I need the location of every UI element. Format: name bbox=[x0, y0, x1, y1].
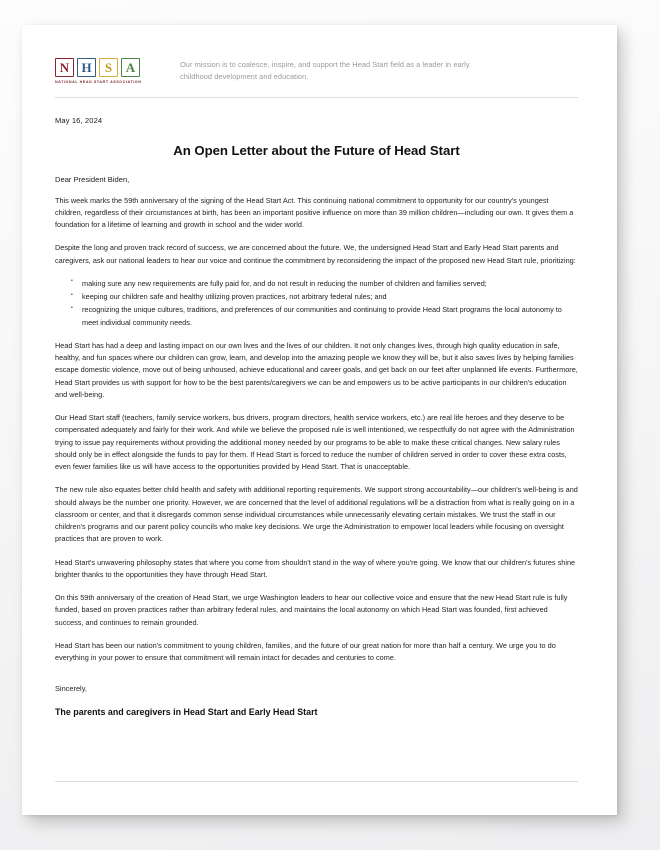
logo-tile-h: H bbox=[77, 58, 96, 77]
letterhead bbox=[55, 25, 578, 84]
letter-date: May 16, 2024 bbox=[55, 115, 103, 125]
nhsa-logo bbox=[55, 57, 151, 84]
list-item: ▪ recognizing the unique cultures, traditions, and preferences of our communities and continuing to provide Head Start programs the local autonomy to meet individual community needs. bbox=[82, 304, 578, 329]
page-content-area bbox=[55, 25, 578, 815]
body-paragraph: Head Start has been our nation's commitment to young children, families, and the future of our great nation for more than half a century. We urge you to do everything in your power to ensure that commitment will remain intact for decades and centuries to come. bbox=[55, 640, 556, 662]
logo-tile-n: N bbox=[55, 58, 74, 77]
priority-bullet-list bbox=[55, 278, 578, 329]
logo-tile-s: S bbox=[99, 58, 118, 77]
letter-page bbox=[22, 25, 617, 815]
list-item: ▪ keeping our children safe and healthy utilizing proven practices, not arbitrary federal rules; and bbox=[82, 291, 578, 303]
letter-closing: Sincerely, bbox=[55, 684, 87, 694]
body-paragraph: Our Head Start staff (teachers, family service workers, bus drivers, program directors, health service workers, etc.) are real life heroes and they deserve to be compensated adequately and fairly for their work. And while we believe the proposed rule is well intentioned, we respectfully do not agree with the Administration trying to issue pay requirements without providing the additional money needed by our programs to be able to make these critical changes. New salary rules should only be in effect alongside the funds to pay for them. If Head Start is forced to reduce the number of children served in order to cover these extra costs, even fewer families like us will have access to the opportunities provided by Head Start. That is unacceptable. bbox=[55, 413, 575, 471]
logo-tile-a: A bbox=[121, 58, 140, 77]
logo-subtitle: NATIONAL HEAD START ASSOCIATION bbox=[55, 79, 142, 84]
page-title: An Open Letter about the Future of Head Start bbox=[173, 142, 460, 158]
header-divider bbox=[55, 97, 578, 98]
body-paragraph: Head Start has had a deep and lasting impact on our own lives and the lives of our children. It not only changes lives, through high quality education in safe, healthy, and fun spaces where our children can grow, learn, and develop into the amazing people we know they will be, but it also saves lives by helping families escape domestic violence, move out of being unhoused, achieve educational and career goals, and get back on our feet after unplanned life events. Furthermore, Head Start provides us with support for how to be the best parents/caregivers we can be and empowers us to be active participants in our children's education and well-being. bbox=[55, 340, 578, 399]
organization-tagline: Our mission is to coalesce, inspire, and support the Head Start field as a leader in early childhood development and education. bbox=[180, 60, 470, 81]
body-paragraph: This week marks the 59th anniversary of the signing of the Head Start Act. This continuing national commitment to opportunity for our country's youngest children, regardless of their circumstances at birth, has been an important positive influence on more than 39 million children—including our own. It gives them a foundation for a lifetime of learning and growth in school and the wider world. bbox=[55, 195, 574, 229]
letter-signature: The parents and caregivers in Head Start and Early Head Start bbox=[55, 707, 318, 718]
body-paragraph: Head Start's unwavering philosophy states that where you come from shouldn't stand in the way of where you're going. We know that our children's futures shine brighter thanks to the opportunities they have through Head Start. bbox=[55, 557, 576, 579]
body-paragraph: On this 59th anniversary of the creation of Head Start, we urge Washington leaders to hear our collective voice and ensure that the new Head Start rule is fully funded, based on proven practices rather than arbitrary federal rules, and maintains the local autonomy on which Head Start was founded, first achieved success, and continues to remain grounded. bbox=[55, 593, 568, 627]
footer-divider bbox=[55, 781, 578, 782]
body-paragraph: Despite the long and proven track record of success, we are concerned about the future. We, the undersigned Head Start and Early Head Start parents and caregivers, ask our national leaders to hear our voice and continue the commitment by reconsidering the impact of the proposed new Head Start rule, prioritizing: bbox=[55, 243, 576, 265]
body-paragraph: The new rule also equates better child health and safety with additional reporting requirements. We support strong accountability—our children's well-being is and should always be the number one priority. However, we are concerned that the level of additional regulations will be a distraction from what is really going on in a classroom or center, and that it disregards common sense individual circumstances while unnecessarily elevating certain mistakes. We trust the staff in our children's programs and our parent policy councils who make key decisions. We urge the Administration to empower local leaders while focusing on oversight practices that are proven to work. bbox=[55, 485, 578, 544]
list-item: ▪ making sure any new requirements are fully paid for, and do not result in reducing the number of children and families served; bbox=[82, 278, 578, 290]
letter-salutation: Dear President Biden, bbox=[55, 174, 130, 184]
logo-letter-tiles bbox=[55, 58, 151, 77]
